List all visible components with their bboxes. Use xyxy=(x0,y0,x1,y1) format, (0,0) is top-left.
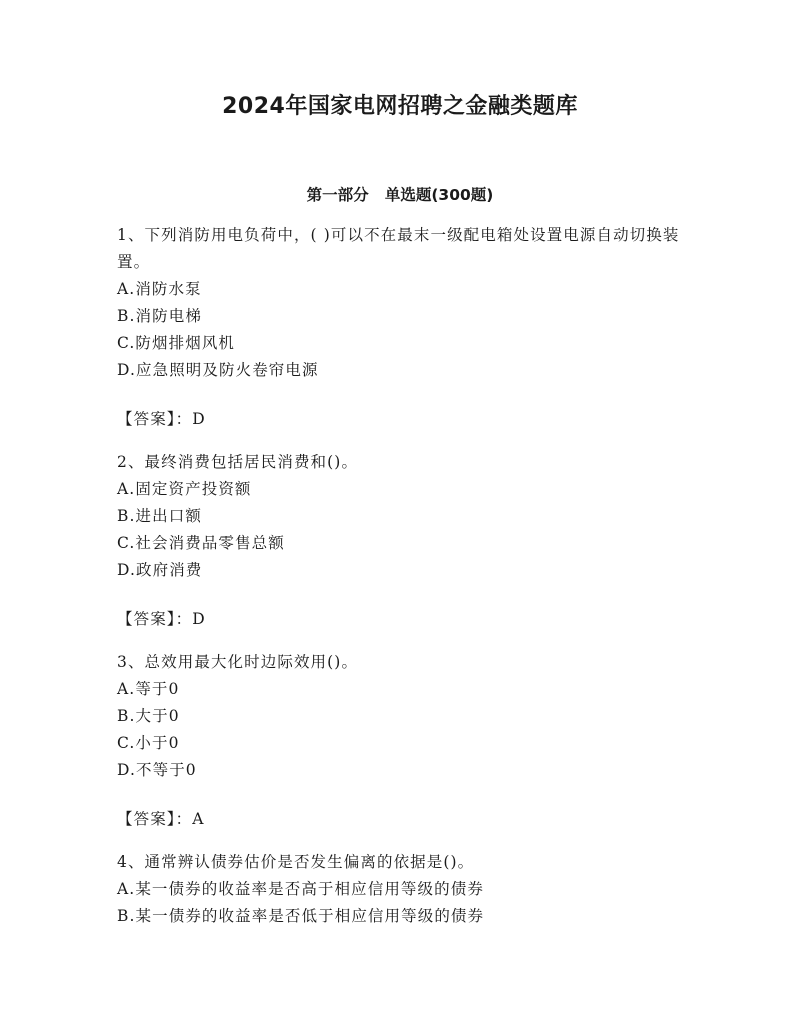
answer-label: 【答案】：D xyxy=(117,610,206,628)
question-stem: 3、总效用最大化时边际效用()。 xyxy=(117,653,359,671)
option-c: C.防烟排烟风机 xyxy=(117,334,236,352)
document-title: 2024年国家电网招聘之金融类题库 xyxy=(222,94,578,119)
question-4 xyxy=(117,849,687,930)
option-d: D.应急照明及防火卷帘电源 xyxy=(117,361,319,379)
section-title: 第一部分 单选题(300题) xyxy=(306,186,494,204)
option-d: D.不等于0 xyxy=(117,761,197,779)
option-b: B.消防电梯 xyxy=(117,307,202,325)
answer-label: 【答案】：A xyxy=(117,810,205,828)
question-3 xyxy=(117,649,687,833)
option-b: B.进出口额 xyxy=(117,507,202,525)
option-b: B.某一债券的收益率是否低于相应信用等级的债券 xyxy=(117,907,485,925)
option-a: A.等于0 xyxy=(117,680,180,698)
question-stem: 4、通常辨认债券估价是否发生偏离的依据是()。 xyxy=(117,853,475,871)
question-2 xyxy=(117,449,687,633)
question-list xyxy=(117,222,687,930)
option-a: A.固定资产投资额 xyxy=(117,480,252,498)
answer-label: 【答案】：D xyxy=(117,410,206,428)
option-d: D.政府消费 xyxy=(117,561,203,579)
option-c: C.小于0 xyxy=(117,734,180,752)
question-stem: 2、最终消费包括居民消费和()。 xyxy=(117,453,359,471)
option-c: C.社会消费品零售总额 xyxy=(117,534,285,552)
question-stem: 1、下列消防用电负荷中，( )可以不在最末一级配电箱处设置电源自动切换装置。 xyxy=(117,226,680,271)
option-a: A.消防水泵 xyxy=(117,280,202,298)
question-1 xyxy=(117,222,687,433)
option-b: B.大于0 xyxy=(117,707,180,725)
option-a: A.某一债券的收益率是否高于相应信用等级的债券 xyxy=(117,880,484,898)
